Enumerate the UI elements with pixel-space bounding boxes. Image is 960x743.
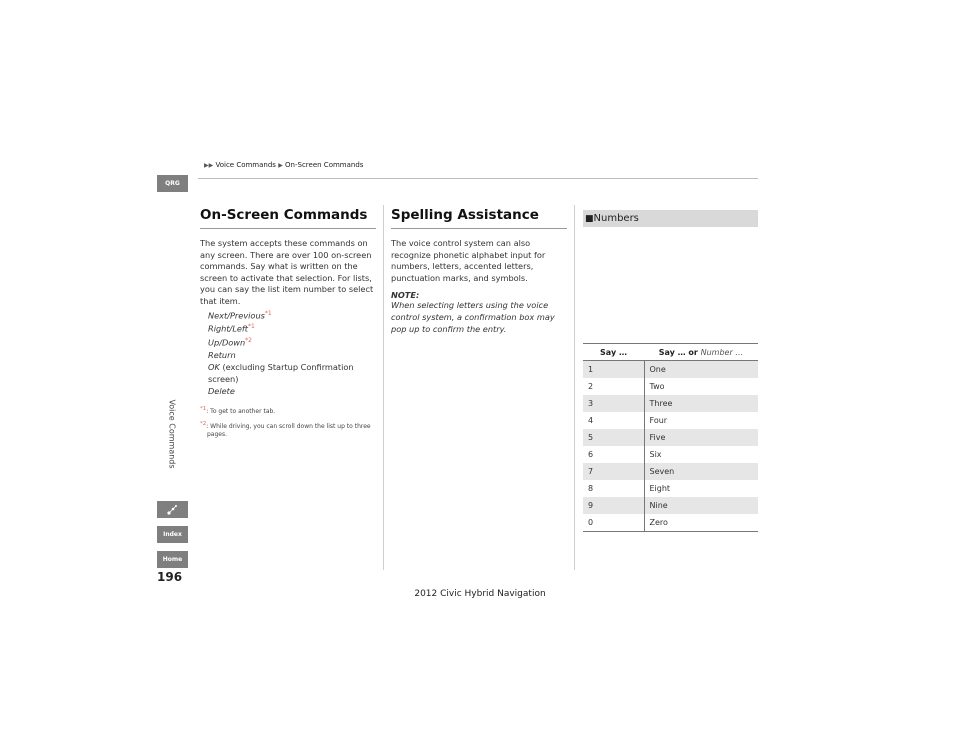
column-divider	[574, 205, 575, 570]
table-row: 2 Two	[583, 378, 758, 395]
section-title: Spelling Assistance	[391, 207, 539, 223]
list-item: OK (excluding Startup Confirmation screen)	[208, 361, 354, 384]
on-screen-commands-section	[200, 207, 376, 438]
title-rule	[391, 228, 567, 229]
breadcrumb-arrow-icon: ▶▶	[204, 162, 214, 169]
breadcrumb	[204, 161, 363, 169]
note-label: NOTE:	[391, 290, 420, 301]
note-text: When selecting letters using the voice control system, a confirmation box may pop up to confirm the entry.	[391, 300, 555, 334]
table-row: 7 Seven	[583, 463, 758, 480]
footnote-ref[interactable]: *1	[264, 309, 272, 317]
command-list	[208, 308, 376, 397]
section-vertical-label: Voice Commands	[167, 399, 177, 469]
list-item: Return	[208, 349, 236, 360]
numbers-heading: ■Numbers	[583, 210, 758, 227]
page-number: 196	[157, 570, 183, 584]
toc-icon	[166, 504, 180, 516]
table-row: 5 Five	[583, 429, 758, 446]
footnote-1: *1: To get to another tab.	[200, 405, 276, 415]
list-item: Right/Left$^{*1}$	[208, 323, 255, 335]
footnote-ref[interactable]: *1	[248, 323, 255, 331]
home-button[interactable]: Home	[157, 551, 188, 568]
intro-paragraph: The system accepts these commands on any screen. There are over 100 on-screen commands. Say what is written on the screen to activate that selection. For lists, you can say the list item number to select that item.	[200, 238, 374, 306]
spelling-assistance-section	[391, 207, 567, 335]
column-divider	[383, 205, 384, 570]
list-item: Next/Previous$^{*1}$	[208, 309, 272, 321]
breadcrumb-link-voice-commands[interactable]: Voice Commands	[215, 161, 276, 169]
section-title: On-Screen Commands	[200, 207, 368, 223]
table-row: 8 Eight	[583, 480, 758, 497]
index-button[interactable]: Index	[157, 526, 188, 543]
qrg-button[interactable]: QRG	[157, 175, 188, 192]
breadcrumb-arrow-icon: ▶	[278, 162, 283, 169]
title-rule	[200, 228, 376, 229]
list-item: Delete	[208, 385, 235, 396]
table-row: 3 Three	[583, 395, 758, 412]
header-divider	[198, 178, 758, 179]
table-row: 1 One	[583, 361, 758, 379]
column-header: Say … or Number …	[644, 344, 758, 361]
breadcrumb-current: On-Screen Commands	[285, 161, 364, 169]
footnote-2: *2: While driving, you can scroll down the list up to three pages.	[200, 421, 371, 438]
table-row: 9 Nine	[583, 497, 758, 514]
spelling-paragraph: The voice control system can also recognize phonetic alphabet input for numbers, letters, accented letters, punctuation marks, and symbols.	[391, 238, 546, 283]
footer-title: 2012 Civic Hybrid Navigation	[414, 589, 546, 599]
list-item: Up/Down$^{*2}$	[208, 337, 252, 348]
footnote-ref[interactable]: *2	[245, 337, 252, 345]
table-row: 4 Four	[583, 412, 758, 429]
table-row: 6 Six	[583, 446, 758, 463]
square-bullet-icon: ■	[585, 214, 594, 224]
numbers-section	[583, 210, 758, 227]
table-row: 0 Zero	[583, 514, 758, 532]
table-header-row	[583, 344, 758, 361]
table-of-contents-button[interactable]	[157, 501, 188, 518]
column-header: Say …	[583, 344, 644, 361]
numbers-table	[583, 343, 758, 532]
